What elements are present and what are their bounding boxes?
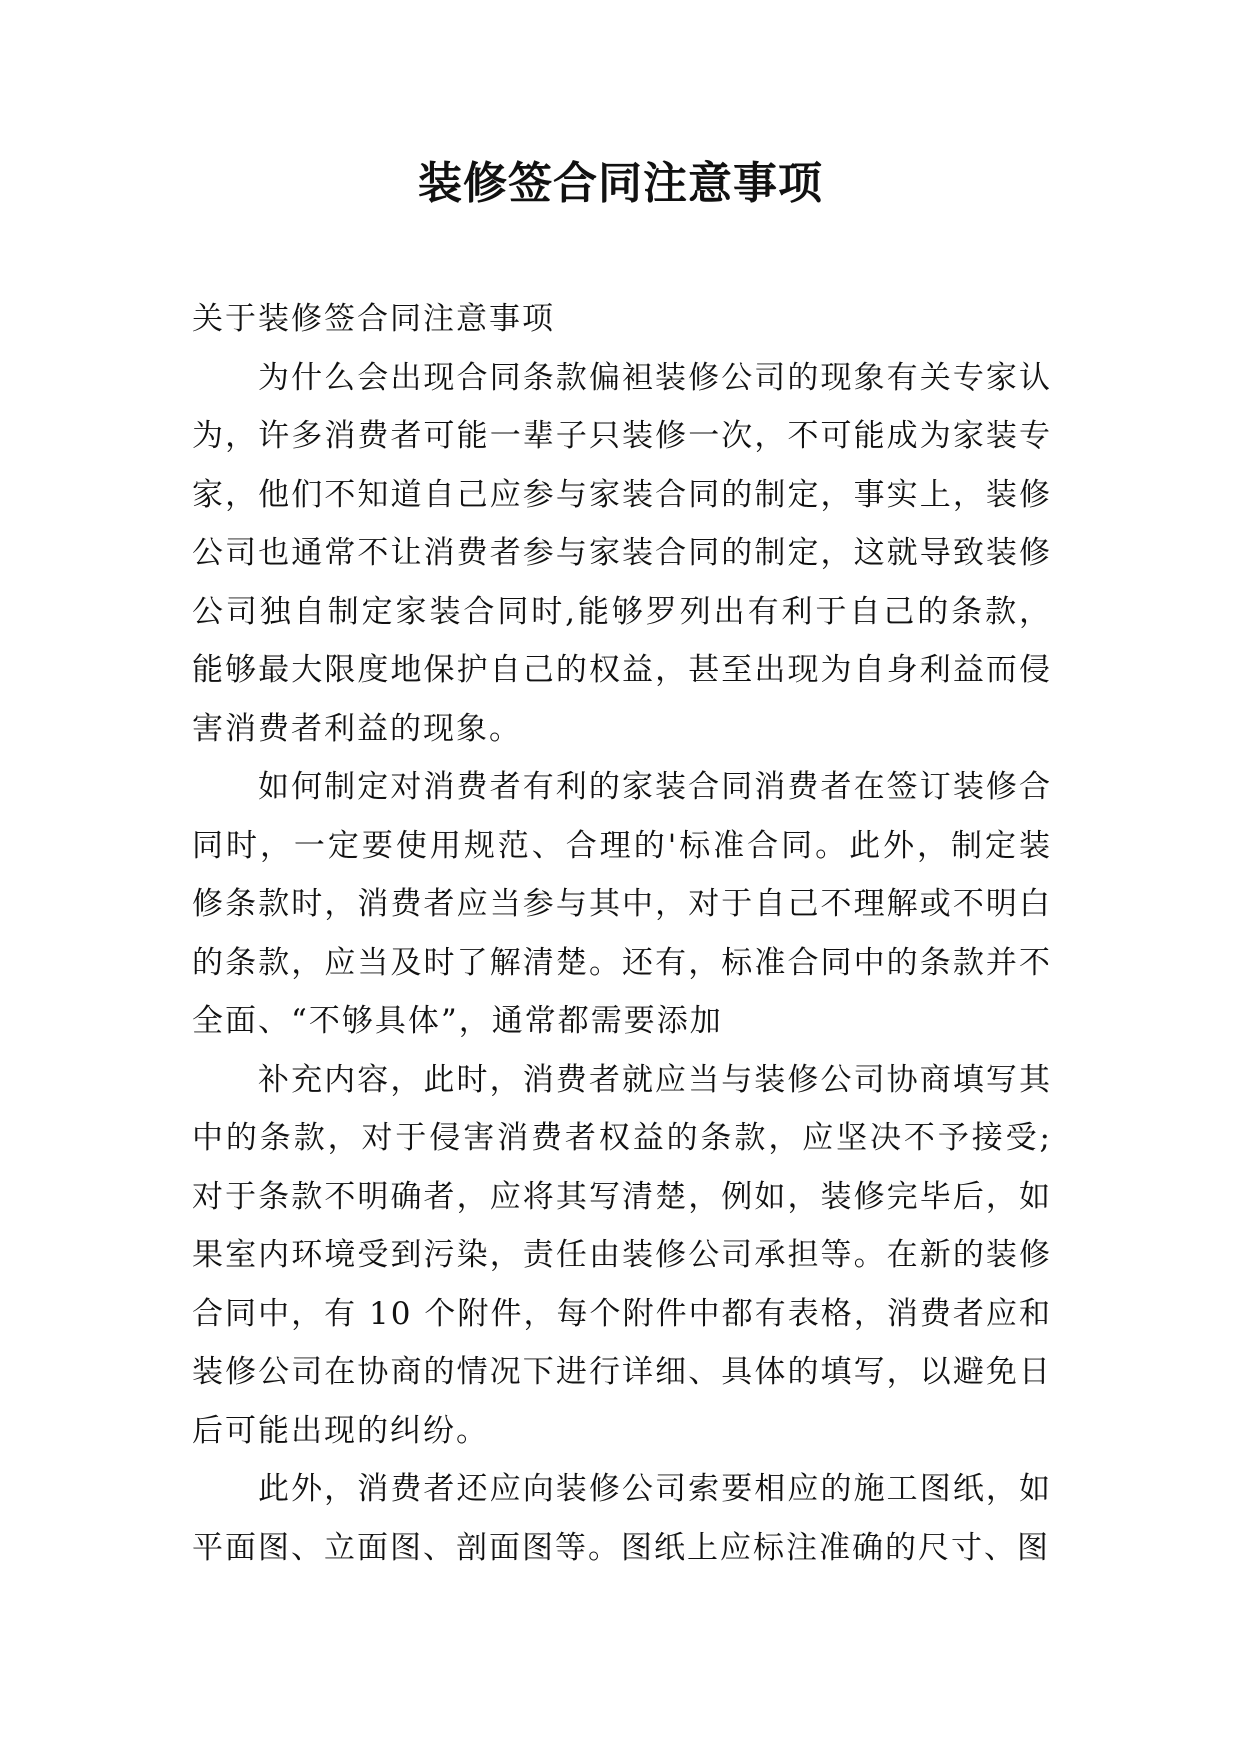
paragraph: 补充内容，此时，消费者就应当与装修公司协商填写其中的条款，对于侵害消费者权益的条款，应坚决不予接受;对于条款不明确者，应将其写清楚，例如，装修完毕后，如果室内环境受到污染，责任由装修公司承担等。在新的装修合同中，有 10 个附件，每个附件中都有表格，消费者应和装修公司在协商的情况下进行详细、具体的填写，以避免日后可能出现的纠纷。 [192,1061,1052,1449]
document-title: 装修签合同注意事项 [418,158,823,209]
document-subtitle: 关于装修签合同注意事项 [192,301,555,337]
paragraph: 为什么会出现合同条款偏袒装修公司的现象有关专家认为，许多消费者可能一辈子只装修一次，不可能成为家装专家，他们不知道自己应参与家装合同的制定，事实上，装修公司也通常不让消费者参与家装合同的制定，这就导致装修公司独自制定家装合同时,能够罗列出有利于自己的条款，能够最大限度地保护自己的权益，甚至出现为自身利益而侵害消费者利益的现象。 [192,359,1052,747]
paragraph: 此外，消费者还应向装修公司索要相应的施工图纸，如平面图、立面图、剖面图等。图纸上应标注准确的尺寸、图 [192,1471,1052,1566]
document-body [192,290,1052,1577]
paragraph: 如何制定对消费者有利的家装合同消费者在签订装修合同时，一定要使用规范、合理的'标准合同。此外，制定装修条款时，消费者应当参与其中，对于自己不理解或不明白的条款，应当及时了解清楚。还有，标准合同中的条款并不全面、“不够具体”，通常都需要添加 [192,769,1052,1039]
